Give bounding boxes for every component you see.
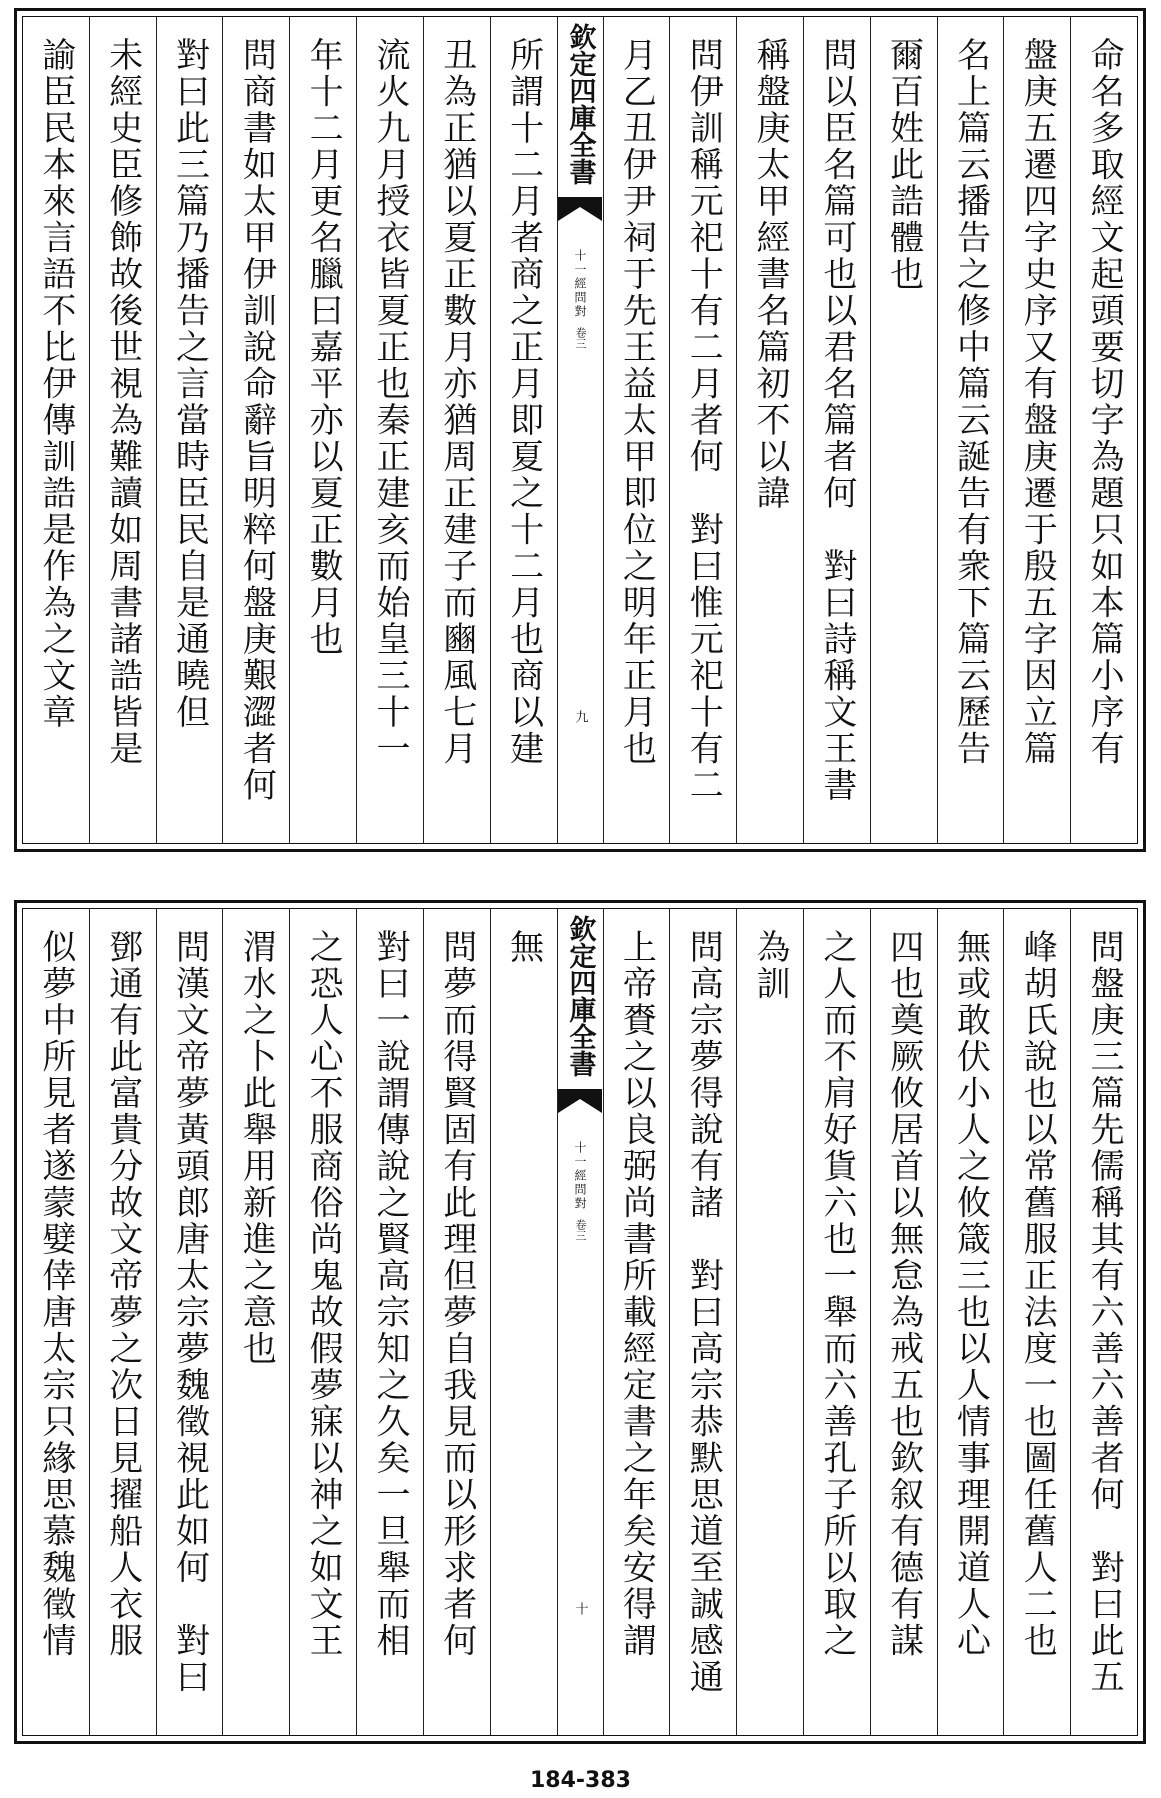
text-column: 所謂十二月者商之正月即夏之十二月也商以建 bbox=[490, 17, 557, 843]
text-column: 問商書如太甲伊訓說命辭旨明粹何盤庚艱澀者何 bbox=[222, 17, 289, 843]
text-column: 似夢中所見者遂蒙嬖倖唐太宗只緣思慕魏徵情 bbox=[35, 929, 76, 1659]
section-title: 十一經問對 bbox=[573, 249, 587, 319]
text-column: 丑為正猶以夏正數月亦猶周正建子而豳風七月 bbox=[423, 17, 490, 843]
text-column: 問漢文帝夢黃頭郎唐太宗夢魏徵視此如何 對曰 bbox=[156, 909, 223, 1735]
text-column: 問盤庚三篇先儒稱其有六善六善者何 對曰此五 bbox=[1070, 909, 1137, 1735]
folio-number: 九 bbox=[572, 710, 588, 723]
text-column: 對曰此三篇乃播告之言當時臣民自是通曉但 bbox=[156, 17, 223, 843]
text-column: 無 bbox=[490, 909, 557, 1735]
text-column: 渭水之卜此舉用新進之意也 bbox=[222, 909, 289, 1735]
text-column: 問高宗夢得說有諸 對曰高宗恭默思道至誠感通 bbox=[669, 909, 736, 1735]
section-title: 十一經問對 bbox=[573, 1141, 587, 1211]
text-column: 年十二月更名臘曰嘉平亦以夏正數月也 bbox=[289, 17, 356, 843]
text-column: 鄧通有此富貴分故文帝夢之次日見擢船人衣服 bbox=[89, 909, 156, 1735]
text-column: 月乙丑伊尹祠于先王益太甲即位之明年正月也 bbox=[603, 17, 670, 843]
text-column: 峰胡氏說也以常舊服正法度一也圖任舊人二也 bbox=[1003, 909, 1070, 1735]
page-number: 184-383 bbox=[530, 1768, 631, 1793]
bottom-text-frame bbox=[22, 908, 1138, 1736]
book-title: 欽定四庫全書 bbox=[564, 23, 596, 185]
text-column: 流火九月授衣皆夏正也秦正建亥而始皇三十一 bbox=[356, 17, 423, 843]
top-half-page bbox=[14, 8, 1146, 852]
text-column: 諭臣民本來言語不比伊傳訓誥是作為之文章 bbox=[35, 37, 76, 731]
text-column: 盤庚五遷四字史序又有盤庚遷于殷五字因立篇 bbox=[1003, 17, 1070, 843]
fish-tail-mark-icon bbox=[558, 1089, 602, 1113]
text-column: 之恐人心不服商俗尚鬼故假夢寐以神之如文王 bbox=[289, 909, 356, 1735]
text-column: 對曰一說謂傳說之賢高宗知之久矣一旦舉而相 bbox=[356, 909, 423, 1735]
text-column: 無或敢伏小人之攸箴三也以人情事理開道人心 bbox=[937, 909, 1004, 1735]
center-fold-margin bbox=[557, 909, 603, 1735]
fish-tail-mark-icon bbox=[558, 197, 602, 221]
text-column: 為訓 bbox=[736, 909, 803, 1735]
top-text-frame bbox=[22, 16, 1138, 844]
folio-number: 十 bbox=[572, 1602, 588, 1615]
text-column: 命名多取經文起頭要切字為題只如本篇小序有 bbox=[1070, 17, 1137, 843]
text-column: 未經史臣修飾故後世視為難讀如周書諸誥皆是 bbox=[89, 17, 156, 843]
text-column: 之人而不肩好貨六也一舉而六善孔子所以取之 bbox=[803, 909, 870, 1735]
text-column: 稱盤庚太甲經書名篇初不以諱 bbox=[736, 17, 803, 843]
text-column: 名上篇云播告之修中篇云誕告有衆下篇云歷告 bbox=[937, 17, 1004, 843]
text-column: 上帝賚之以良弼尚書所載經定書之年矣安得謂 bbox=[603, 909, 670, 1735]
bottom-half-page bbox=[14, 900, 1146, 1744]
volume-label: 卷三 bbox=[574, 1219, 587, 1241]
text-column: 爾百姓此誥體也 bbox=[870, 17, 937, 843]
text-column: 問伊訓稱元祀十有二月者何 對曰惟元祀十有二 bbox=[669, 17, 736, 843]
text-column: 問夢而得賢固有此理但夢自我見而以形求者何 bbox=[423, 909, 490, 1735]
center-fold-margin bbox=[557, 17, 603, 843]
text-column: 四也奠厥攸居首以無怠為戒五也欽叙有德有謀 bbox=[870, 909, 937, 1735]
text-column: 問以臣名篇可也以君名篇者何 對曰詩稱文王書 bbox=[803, 17, 870, 843]
volume-label: 卷三 bbox=[574, 327, 587, 349]
book-title: 欽定四庫全書 bbox=[564, 915, 596, 1077]
